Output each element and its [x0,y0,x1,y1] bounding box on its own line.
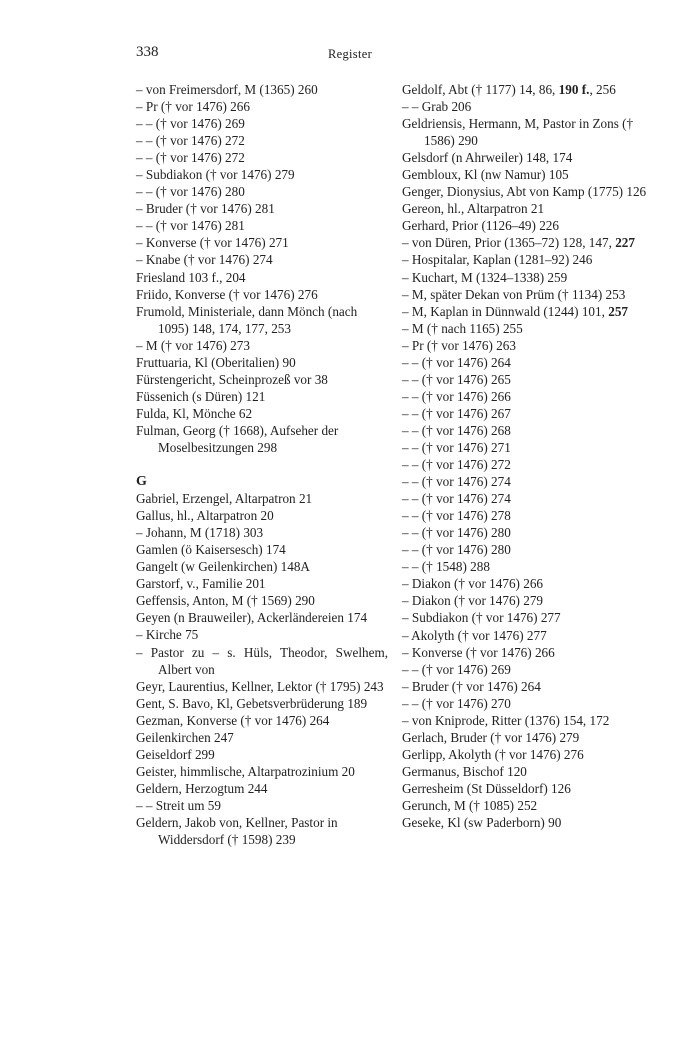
index-entry-text: – – († vor 1476) 265 [402,371,511,387]
index-entry-text: Gent, S. Bavo, Kl, Gebetsverbrüderung 189 [136,695,368,711]
index-entry [402,405,654,422]
index-entry [136,286,388,303]
index-entry-text: Friesland 103 f., 204 [136,269,246,285]
index-entry [402,303,654,320]
index-entry [136,183,388,200]
index-entry [136,575,388,592]
index-entry [402,115,654,149]
index-entry [136,678,388,695]
index-entry [136,644,388,678]
index-entry-text: Gereon, hl., Altarpatron 21 [402,201,545,217]
index-entry-text: – M († vor 1476) 273 [136,337,250,353]
index-entry-text: Gangelt (w Geilenkirchen) 148A [136,559,310,575]
index-entry [136,524,388,541]
index-entry [136,763,388,780]
index-entry [136,200,388,217]
index-entry [402,422,654,439]
index-entry [402,149,654,166]
index-entry [402,797,654,814]
index-entry-text: – Konverse († vor 1476) 266 [402,644,555,660]
index-entry [402,456,654,473]
index-entry-text: – M, später Dekan von Prüm († 1134) 253 [402,286,626,302]
index-entry [402,763,654,780]
index-entry [136,422,388,456]
index-entry-text: – – Streit um 59 [136,797,221,813]
index-entry-text: Geldern, Jakob von, Kellner, Pastor in Widdersdorf († 1598) 239 [136,814,338,848]
index-entry-text: Fulda, Kl, Mönche 62 [136,405,253,421]
index-entry [136,166,388,183]
index-entry [402,507,654,524]
index-entry-text: Garstorf, v., Familie 201 [136,576,266,592]
index-entry [402,541,654,558]
index-entry-text: – von Kniprode, Ritter (1376) 154, 172 [402,712,610,728]
index-entry [136,592,388,609]
index-entry-text: – – († vor 1476) 272 [136,133,245,149]
index-entry-text: – Subdiakon († vor 1476) 279 [136,167,295,183]
running-head: Register [327,47,373,61]
index-entry [136,814,388,848]
index-entry-text: – Diakon († vor 1476) 279 [402,593,544,609]
index-entry-text: – M, Kaplan in Dünnwald (1244) 101, [402,303,609,319]
index-entry-text: – – († vor 1476) 271 [402,439,511,455]
bold-page-reference: 227 [615,235,635,251]
index-entry [402,780,654,797]
index-entry-text: Gabriel, Erzengel, Altarpatron 21 [136,491,313,507]
index-entry [402,695,654,712]
index-entry [402,183,654,200]
index-entry-text: Gerlach, Bruder († vor 1476) 279 [402,729,580,745]
index-entry-text: Friido, Konverse († vor 1476) 276 [136,286,318,302]
index-entry [136,269,388,286]
index-entry-text: – Pastor zu – s. Hüls, Theodor, Swelhem, Albert von [136,644,388,677]
index-entry-text: – – († vor 1476) 278 [402,508,511,524]
index-entry-text: Geldriensis, Hermann, M, Pastor in Zons († 1586) 290 [402,116,634,149]
index-entry [402,354,654,371]
index-entry-text: – – († vor 1476) 270 [402,695,511,711]
index-entry [402,729,654,746]
index-entry-text: – Hospitalar, Kaplan (1281–92) 246 [402,252,593,268]
index-entry [402,337,654,354]
index-entry [402,269,654,286]
index-entry-text: – Johann, M (1718) 303 [136,525,264,541]
index-entry-text: Füssenich (s Düren) 121 [136,388,266,404]
index-entry-text: Geldern, Herzogtum 244 [136,780,268,796]
index-entry-text: – – († 1548) 288 [402,559,490,575]
index-entry-text: – Pr († vor 1476) 263 [402,337,516,353]
index-entry [136,609,388,626]
index-entry [136,81,388,98]
index-entry-text: Gembloux, Kl (nw Namur) 105 [402,167,569,183]
index-entry [136,797,388,814]
index-entry [136,388,388,405]
index-entry [402,234,654,251]
index-entry [136,541,388,558]
index-entry [402,217,654,234]
index-entry-text: – – († vor 1476) 266 [402,388,511,404]
index-entry-text: – – († vor 1476) 281 [136,218,245,234]
index-entry [136,712,388,729]
index-entry [402,371,654,388]
index-entry [136,729,388,746]
index-entry-text: Gerlipp, Akolyth († vor 1476) 276 [402,746,584,762]
index-entry [402,558,654,575]
index-entry-text: – Kirche 75 [136,627,199,643]
index-entry [402,251,654,268]
page-number: 338 [136,44,159,60]
index-entry [402,166,654,183]
index-entry [136,371,388,388]
bold-page-reference: 257 [608,303,628,319]
index-entry [402,661,654,678]
index-entry [402,473,654,490]
index-entry [402,490,654,507]
index-entry-text: Geyr, Laurentius, Kellner, Lektor († 1795) 243 [136,678,384,694]
index-entry [402,200,654,217]
index-entry-text: Geiseldorf 299 [136,746,215,762]
index-entry-text: – M († nach 1165) 255 [402,320,523,336]
index-entry-text: Gezman, Konverse († vor 1476) 264 [136,712,330,728]
index-entry-text: – von Freimersdorf, M (1365) 260 [136,82,318,97]
index-entry [136,303,388,337]
index-entry [136,234,388,251]
index-entry-text: Fulman, Georg († 1668), Aufseher der Moselbesitzungen 298 [136,422,339,455]
index-entry-text: – Bruder († vor 1476) 264 [402,678,541,694]
bold-page-reference: 190 f. [558,82,590,97]
index-entry [136,626,388,643]
index-entry [402,712,654,729]
index-entry-text: Gamlen (ö Kaisersesch) 174 [136,542,286,558]
index-entry [136,217,388,234]
index-entry-text: – – († vor 1476) 280 [402,542,511,558]
index-entry-text: Geffensis, Anton, M († 1569) 290 [136,593,315,609]
index-entry-text: Geister, himmlische, Altarpatrozinium 20 [136,763,355,779]
index-entry [136,558,388,575]
index-entry-text: – Pr († vor 1476) 266 [136,99,250,115]
index-entry-text: – – Grab 206 [402,99,472,115]
index-entry-tail: , 256 [589,82,616,97]
index-entry [136,405,388,422]
index-entry [136,149,388,166]
index-entry-text: Geseke, Kl (sw Paderborn) 90 [402,815,562,831]
index-entry [136,695,388,712]
index-entry-text: – Bruder († vor 1476) 281 [136,201,275,217]
index-entry [402,439,654,456]
index-entry-text: Germanus, Bischof 120 [402,763,527,779]
index-entry-text: – Diakon († vor 1476) 266 [402,576,544,592]
index-entry [136,780,388,797]
index-entry-text: Gerhard, Prior (1126–49) 226 [402,218,559,234]
index-entry [402,81,654,98]
index-entry-text: – – († vor 1476) 269 [402,661,511,677]
index-entry-text: Gallus, hl., Altarpatron 20 [136,508,274,524]
index-entry-text: – – († vor 1476) 274 [402,491,511,507]
index-entry [136,490,388,507]
index-column-left [136,81,388,848]
index-entry-text: – – († vor 1476) 267 [402,405,511,421]
index-entry-text: – – († vor 1476) 268 [402,422,511,438]
index-entry-text: – – († vor 1476) 269 [136,116,245,132]
index-entry [402,814,654,831]
index-entry-text: – – († vor 1476) 274 [402,474,511,490]
index-entry-text: Gelsdorf (n Ahrweiler) 148, 174 [402,150,573,166]
index-entry [136,251,388,268]
index-entry-text: – Subdiakon († vor 1476) 277 [402,610,561,626]
index-entry [136,98,388,115]
index-entry [402,644,654,661]
index-entry-text: Genger, Dionysius, Abt von Kamp (1775) 126 [402,184,647,200]
index-entry [402,627,654,644]
index-entry [136,354,388,371]
index-entry-text: – Akolyth († vor 1476) 277 [402,627,547,643]
index-entry [402,524,654,541]
index-entry-text: Frumold, Ministeriale, dann Mönch (nach 1095) 148, 174, 177, 253 [136,303,358,336]
index-entry-text: Fruttuaria, Kl (Oberitalien) 90 [136,354,296,370]
index-entry-text: – – († vor 1476) 272 [136,150,245,166]
index-entry [136,337,388,354]
index-entry-text: – Knabe († vor 1476) 274 [136,252,273,268]
index-entry [402,320,654,337]
index-entry-text: – – († vor 1476) 280 [402,525,511,541]
index-entry-text: Geldolf, Abt († 1177) 14, 86, [402,82,559,97]
index-entry-text: Gerunch, M († 1085) 252 [402,797,538,813]
index-entry-text: Geyen (n Brauweiler), Ackerländereien 174 [136,610,368,626]
index-entry-text: – von Düren, Prior (1365–72) 128, 147, [402,235,616,251]
index-entry [402,575,654,592]
index-entry [402,678,654,695]
index-entry-text: – – († vor 1476) 280 [136,184,245,200]
index-entry [136,115,388,132]
index-entry [402,609,654,626]
index-entry [402,592,654,609]
index-entry [402,286,654,303]
index-entry [402,746,654,763]
index-entry [136,132,388,149]
index-entry-text: Gerresheim (St Düsseldorf) 126 [402,780,571,796]
index-entry-text: – Konverse († vor 1476) 271 [136,235,289,251]
section-gap [136,456,388,473]
index-entry-text: – – († vor 1476) 264 [402,354,511,370]
index-entry [136,746,388,763]
section-heading: G [136,474,147,490]
index-entry [136,507,388,524]
index-column-right [402,81,654,831]
index-entry-text: – – († vor 1476) 272 [402,457,511,473]
index-entry [402,388,654,405]
index-entry [402,98,654,115]
index-entry-text: – Kuchart, M (1324–1338) 259 [402,269,568,285]
index-entry-text: Fürstengericht, Scheinprozeß vor 38 [136,371,328,387]
index-entry-text: Geilenkirchen 247 [136,729,234,745]
